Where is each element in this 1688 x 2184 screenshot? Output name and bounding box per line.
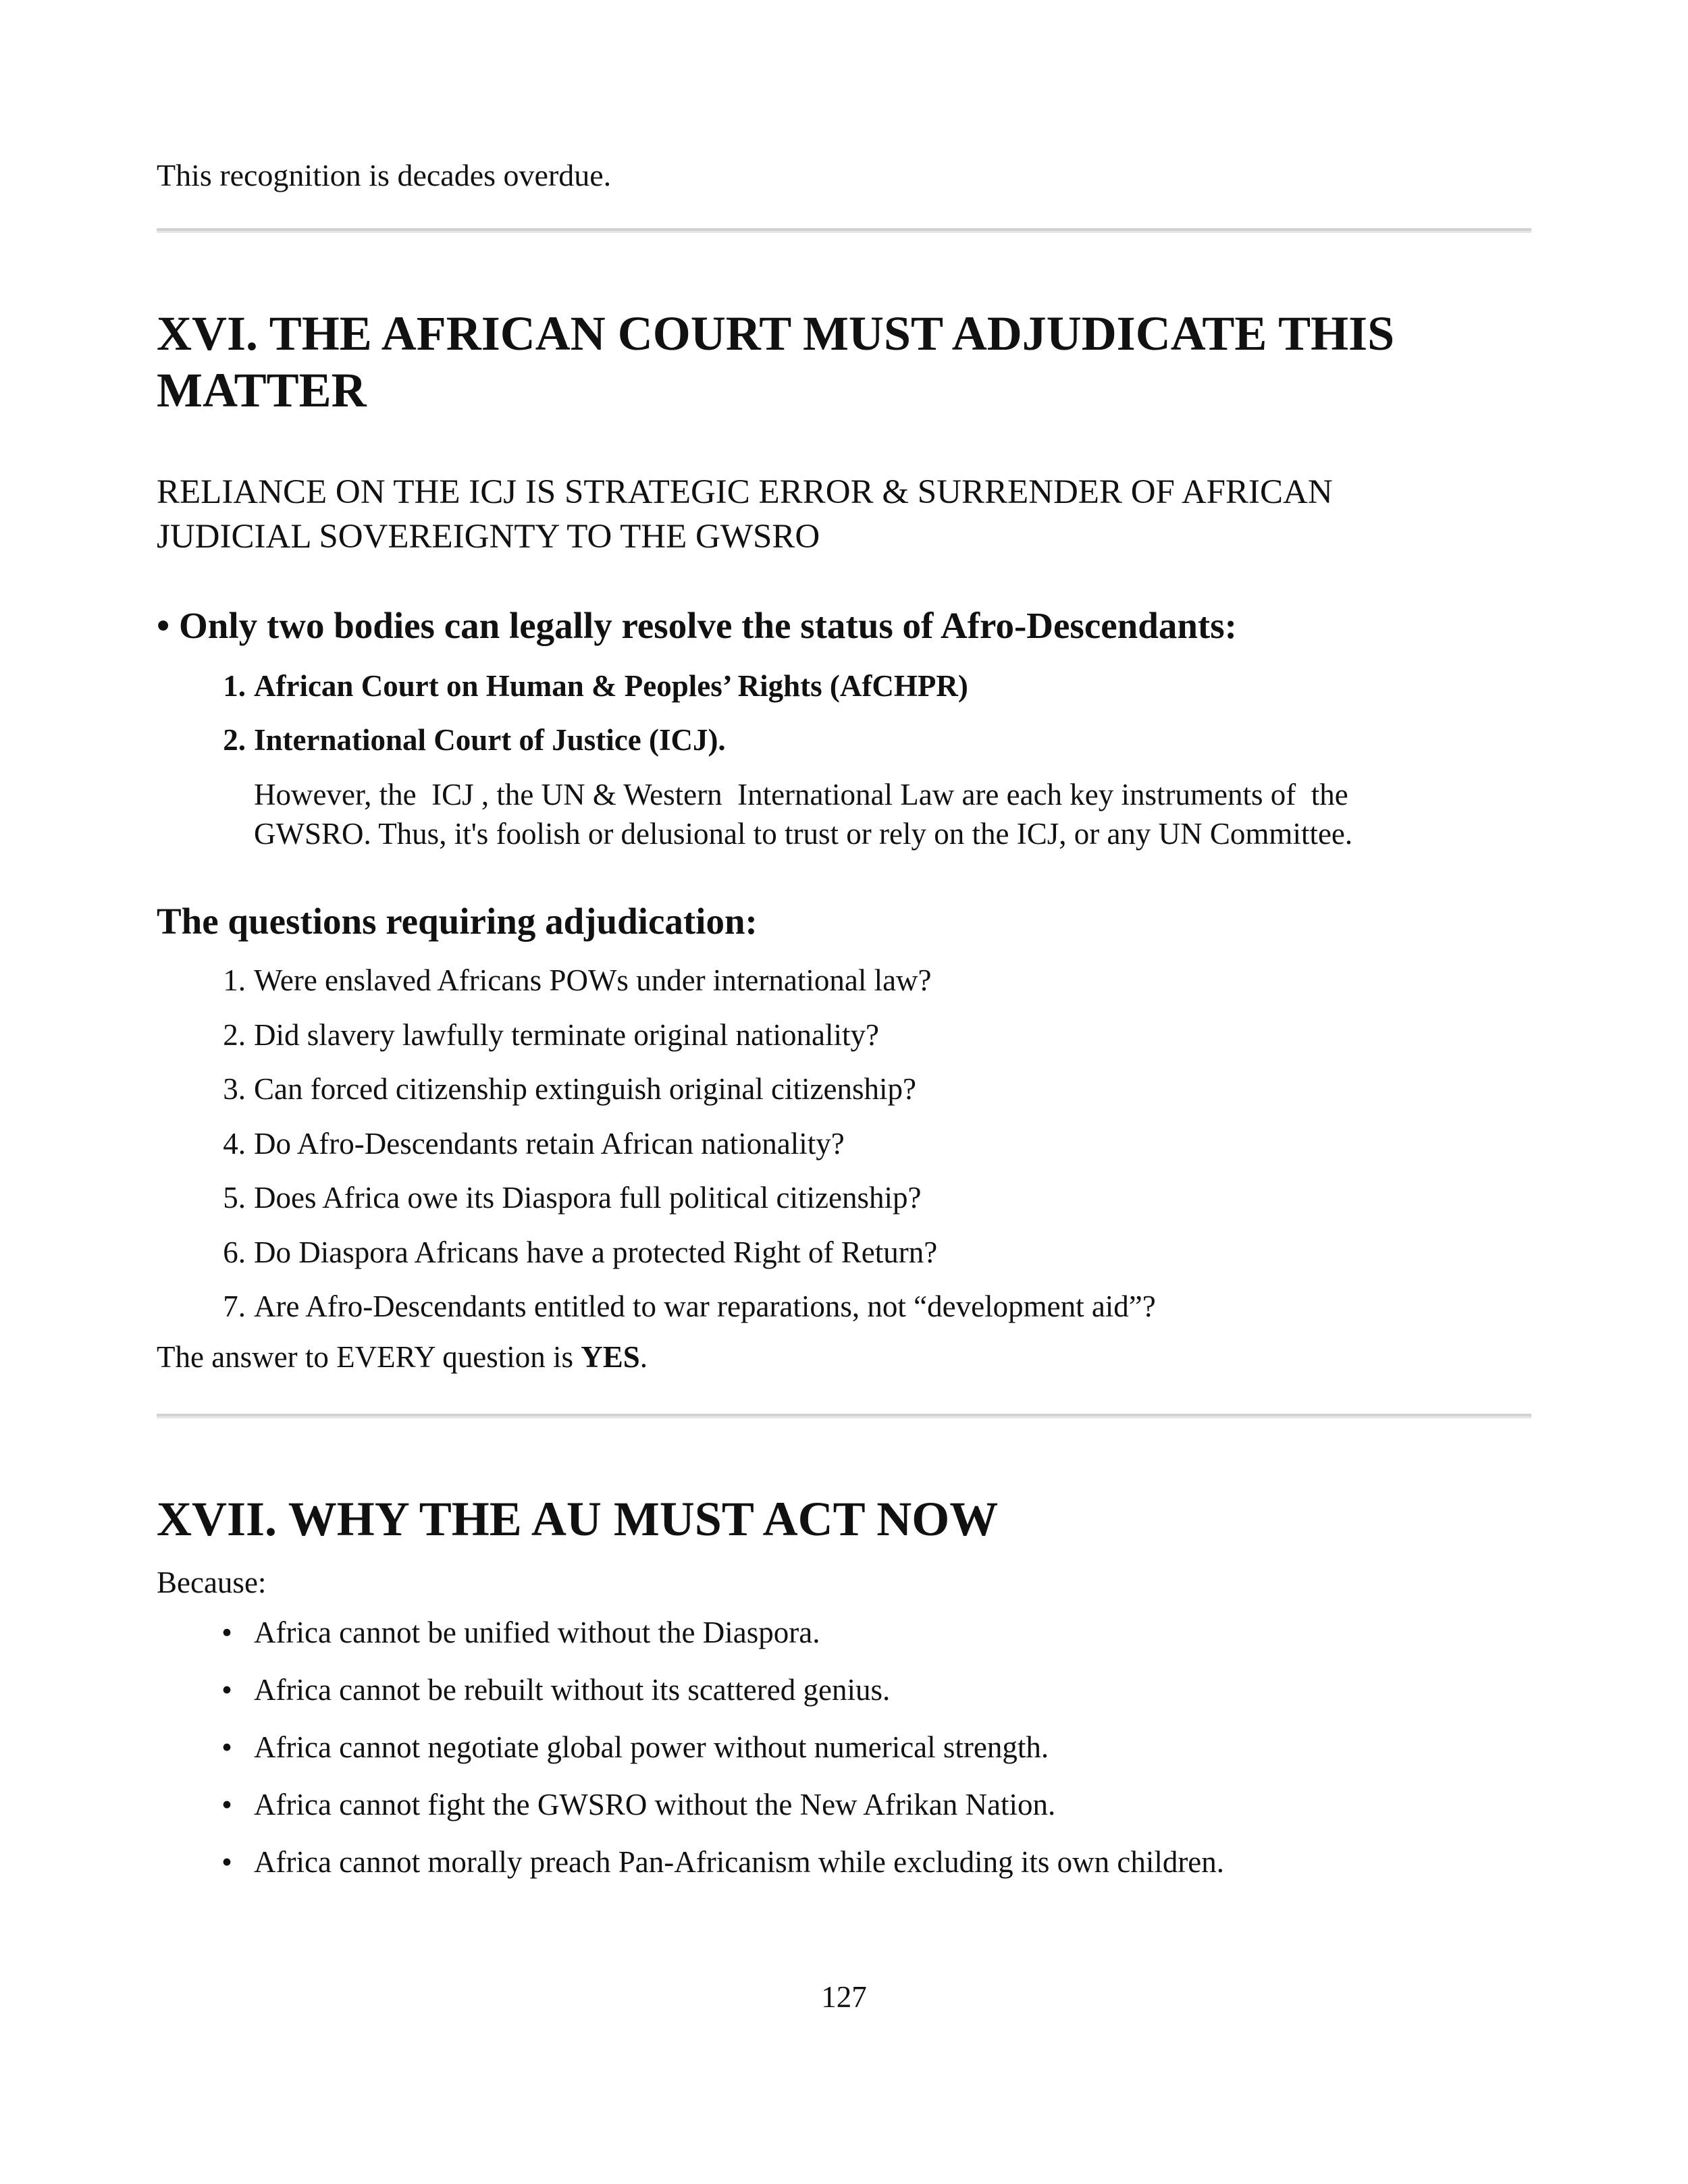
section-16-heading-line-1: XVI. THE AFRICAN COURT MUST ADJUDICATE THIS xyxy=(157,307,1395,361)
list-item-text: Were enslaved Africans POWs under international law? xyxy=(254,963,932,997)
answer-suffix: . xyxy=(639,1340,648,1374)
bullet-icon: • xyxy=(221,1845,232,1879)
list-item-number: 1. xyxy=(223,963,246,997)
horizontal-rule xyxy=(157,1414,1531,1418)
list-item-text: Africa cannot be rebuilt without its scattered genius. xyxy=(254,1673,891,1707)
bodies-heading: • Only two bodies can legally resolve the status of Afro-Descendants: xyxy=(157,605,1237,646)
list-item xyxy=(157,1614,1531,1671)
list-item-number: 7. xyxy=(223,1289,246,1323)
answer-prefix: The answer to EVERY question is xyxy=(157,1340,581,1374)
list-item xyxy=(157,1843,1531,1900)
list-item-text: African Court on Human & Peoples’ Rights (AfCHPR) xyxy=(254,669,968,703)
list-item xyxy=(157,1016,1531,1071)
list-item xyxy=(157,1671,1531,1728)
list-item xyxy=(157,721,1531,775)
reasons-list xyxy=(157,1614,1531,1900)
bullet-icon: • xyxy=(221,1788,232,1821)
section-17-heading: XVII. WHY THE AU MUST ACT NOW xyxy=(157,1492,999,1546)
list-item-text: Africa cannot negotiate global power without numerical strength. xyxy=(254,1730,1049,1764)
list-item-number: 4. xyxy=(223,1126,246,1161)
list-item xyxy=(157,1728,1531,1786)
section-16-subheading xyxy=(157,470,1531,559)
list-item-number: 3. xyxy=(223,1072,246,1106)
because-label: Because: xyxy=(157,1566,267,1599)
section-16-heading xyxy=(157,305,1531,419)
bullet-icon: • xyxy=(221,1730,232,1764)
list-item-number: 6. xyxy=(223,1235,246,1269)
list-item-text: Africa cannot be unified without the Diaspora. xyxy=(254,1616,820,1649)
list-item xyxy=(157,1233,1531,1288)
list-item xyxy=(157,1786,1531,1843)
list-item-text: Can forced citizenship extinguish original citizenship? xyxy=(254,1072,916,1106)
intro-paragraph: This recognition is decades overdue. xyxy=(157,158,612,192)
list-item xyxy=(157,1287,1531,1342)
list-item xyxy=(157,961,1531,1016)
answer-paragraph xyxy=(157,1338,1531,1376)
list-item-text: Does Africa owe its Diaspora full political citizenship? xyxy=(254,1181,922,1215)
list-item-number: 2. xyxy=(223,723,246,757)
list-item xyxy=(157,1179,1531,1233)
horizontal-rule xyxy=(157,228,1531,233)
icj-note-line-2: GWSRO. Thus, it's foolish or delusional to trust or rely on the ICJ, or any UN Committee. xyxy=(254,817,1353,851)
section-16-subheading-line-2: JUDICIAL SOVEREIGNTY TO THE GWSRO xyxy=(157,518,820,556)
icj-note-line-1: However, the ICJ , the UN & Western International Law are each key instruments of the xyxy=(254,778,1348,811)
questions-list xyxy=(157,961,1531,1342)
list-item-text: International Court of Justice (ICJ). xyxy=(254,723,726,757)
list-item xyxy=(157,667,1531,721)
list-item xyxy=(157,1125,1531,1179)
bodies-list xyxy=(157,667,1531,775)
list-item-text: Africa cannot fight the GWSRO without the New Afrikan Nation. xyxy=(254,1788,1056,1821)
questions-heading: The questions requiring adjudication: xyxy=(157,901,758,942)
list-item-text: Do Diaspora Africans have a protected Right of Return? xyxy=(254,1235,938,1269)
page-number: 127 xyxy=(821,1980,867,2014)
list-item-text: Do Afro-Descendants retain African nationality? xyxy=(254,1126,845,1161)
list-item-text: Did slavery lawfully terminate original nationality? xyxy=(254,1017,879,1052)
list-item-number: 1. xyxy=(223,669,246,703)
list-item-number: 5. xyxy=(223,1181,246,1215)
section-16-heading-line-2: MATTER xyxy=(157,363,367,417)
list-item xyxy=(157,1070,1531,1125)
answer-emphasis: YES xyxy=(581,1340,640,1374)
section-16-subheading-line-1: RELIANCE ON THE ICJ IS STRATEGIC ERROR & SURRENDER OF AFRICAN xyxy=(157,473,1333,511)
list-item-number: 2. xyxy=(223,1017,246,1052)
bullet-icon: • xyxy=(221,1616,232,1649)
bullet-icon: • xyxy=(221,1673,232,1707)
icj-note-paragraph xyxy=(157,775,1531,853)
list-item-text: Africa cannot morally preach Pan-Africanism while excluding its own children. xyxy=(254,1845,1225,1879)
list-item-text: Are Afro-Descendants entitled to war reparations, not “development aid”? xyxy=(254,1289,1156,1323)
